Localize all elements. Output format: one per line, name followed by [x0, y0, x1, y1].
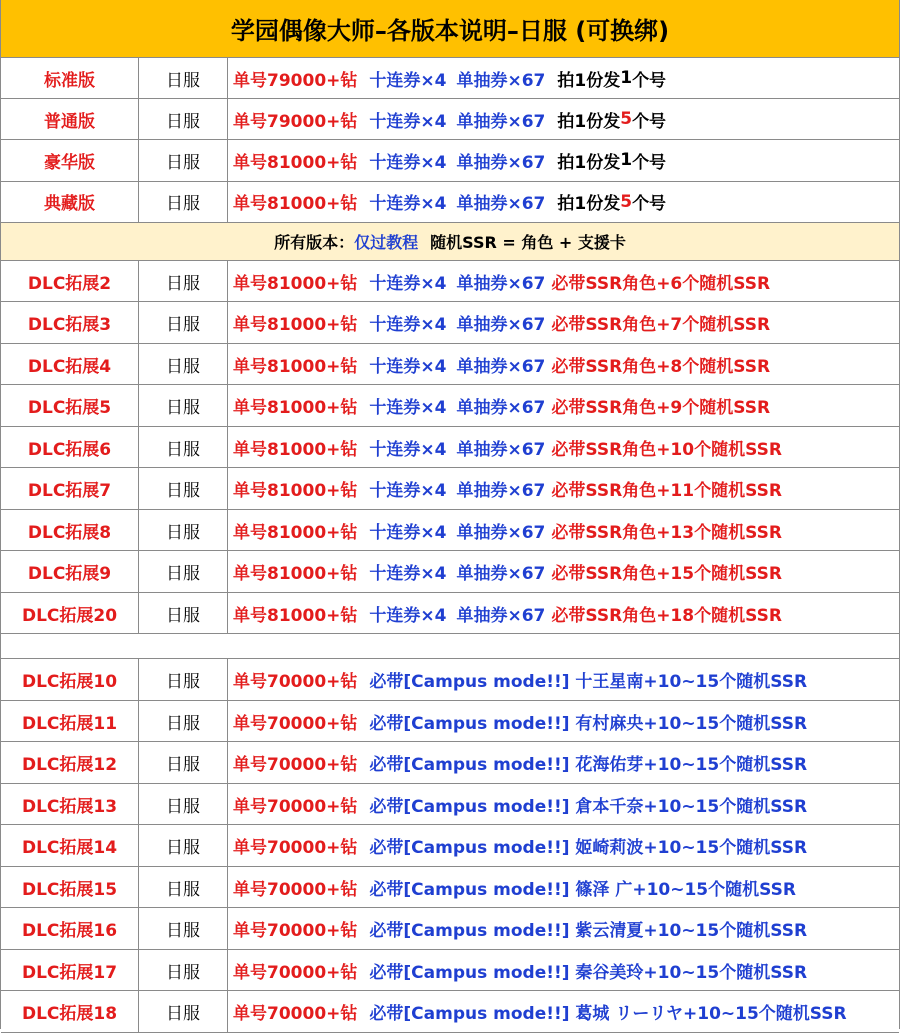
single-pull-ticket: 单抽券×67 — [456, 152, 546, 173]
guarantee-text: 必带SSR角色+15个随机SSR — [551, 564, 782, 584]
dlc-campus-versions — [1, 659, 899, 1033]
table-row — [1, 182, 899, 223]
dlc-ticket-versions — [1, 261, 899, 635]
table-row — [1, 908, 899, 950]
server-label: 日服 — [139, 58, 228, 98]
campus-detail: 必带[Campus mode!!] 倉本千奈+10~15个随机SSR — [369, 796, 808, 817]
server-label: 日服 — [139, 261, 228, 302]
table-row — [1, 99, 899, 140]
version-detail — [228, 701, 899, 742]
single-pull-ticket: 单抽券×67 — [456, 481, 546, 501]
version-name: DLC拓展18 — [1, 991, 139, 1032]
server-label: 日服 — [139, 427, 228, 468]
version-detail — [228, 427, 899, 468]
campus-detail: 必带[Campus mode!!] 葛城 リーリヤ+10~15个随机SSR — [369, 1004, 847, 1024]
note-prefix: 所有版本： — [274, 232, 355, 252]
price-text: 单号70000+钻 — [233, 755, 358, 775]
ten-pull-ticket: 十连券×4 — [369, 152, 447, 173]
price-text: 单号81000+钻 — [233, 152, 358, 173]
version-name: 典藏版 — [1, 182, 139, 222]
section-spacer — [1, 634, 899, 659]
table-row — [1, 58, 899, 99]
single-pull-ticket: 单抽券×67 — [456, 605, 546, 626]
single-pull-ticket: 单抽券×67 — [456, 564, 546, 584]
version-name: DLC拓展20 — [1, 593, 139, 634]
ship-count: 1 — [620, 68, 633, 89]
version-name: DLC拓展5 — [1, 385, 139, 426]
version-name: DLC拓展2 — [1, 261, 139, 302]
version-name: DLC拓展7 — [1, 468, 139, 509]
price-text: 单号81000+钻 — [233, 605, 358, 626]
ship-count: 1 — [620, 150, 633, 171]
version-detail — [228, 182, 899, 222]
ten-pull-ticket: 十连券×4 — [369, 70, 447, 91]
server-label: 日服 — [139, 593, 228, 634]
price-text: 单号81000+钻 — [233, 356, 358, 377]
version-detail — [228, 99, 899, 139]
single-pull-ticket: 单抽券×67 — [456, 273, 546, 294]
campus-detail: 必带[Campus mode!!] 十王星南+10~15个随机SSR — [369, 672, 808, 692]
campus-detail: 必带[Campus mode!!] 秦谷美玲+10~15个随机SSR — [369, 962, 808, 983]
campus-detail: 必带[Campus mode!!] 有村麻央+10~15个随机SSR — [369, 713, 808, 734]
price-text: 单号70000+钻 — [233, 796, 358, 817]
server-label: 日服 — [139, 991, 228, 1032]
server-label: 日服 — [139, 551, 228, 592]
server-label: 日服 — [139, 140, 228, 180]
note-suffix: 随机SSR = 角色 + 支援卡 — [430, 232, 626, 252]
version-detail — [228, 742, 899, 783]
page-title: 学园偶像大师–各版本说明–日服 (可换绑) — [1, 0, 899, 58]
guarantee-text: 必带SSR角色+18个随机SSR — [551, 605, 782, 626]
version-name: DLC拓展8 — [1, 510, 139, 551]
single-pull-ticket: 单抽券×67 — [456, 398, 546, 418]
price-text: 单号70000+钻 — [233, 921, 358, 941]
version-name: DLC拓展17 — [1, 950, 139, 991]
version-detail — [228, 140, 899, 180]
table-row — [1, 261, 899, 303]
table-row — [1, 867, 899, 909]
ship-text-pre: 拍1份发 — [557, 111, 621, 132]
table-row — [1, 742, 899, 784]
ten-pull-ticket: 十连券×4 — [369, 356, 447, 377]
version-name: DLC拓展3 — [1, 302, 139, 343]
version-detail — [228, 991, 899, 1032]
server-label: 日服 — [139, 908, 228, 949]
price-text: 单号79000+钻 — [233, 70, 358, 91]
version-detail — [228, 58, 899, 98]
server-label: 日服 — [139, 825, 228, 866]
single-pull-ticket: 单抽券×67 — [456, 522, 546, 543]
guarantee-text: 必带SSR角色+8个随机SSR — [551, 356, 771, 377]
ten-pull-ticket: 十连券×4 — [369, 522, 447, 543]
version-detail — [228, 659, 899, 700]
ship-text-post: 个号 — [632, 111, 667, 132]
server-label: 日服 — [139, 344, 228, 385]
table-row — [1, 140, 899, 181]
version-name: DLC拓展6 — [1, 427, 139, 468]
ten-pull-ticket: 十连券×4 — [369, 315, 447, 335]
standard-versions — [1, 58, 899, 223]
version-name: DLC拓展10 — [1, 659, 139, 700]
single-pull-ticket: 单抽券×67 — [456, 70, 546, 91]
table-row — [1, 950, 899, 992]
price-text: 单号70000+钻 — [233, 879, 358, 900]
price-text: 单号70000+钻 — [233, 672, 358, 692]
server-label: 日服 — [139, 385, 228, 426]
server-label: 日服 — [139, 950, 228, 991]
ship-count: 5 — [620, 191, 633, 212]
ship-text-post: 个号 — [632, 152, 667, 173]
version-detail — [228, 867, 899, 908]
version-name: 普通版 — [1, 99, 139, 139]
version-detail — [228, 302, 899, 343]
price-text: 单号81000+钻 — [233, 194, 358, 215]
guarantee-text: 必带SSR角色+6个随机SSR — [551, 273, 771, 294]
server-label: 日服 — [139, 510, 228, 551]
price-text: 单号79000+钻 — [233, 111, 358, 132]
version-detail — [228, 784, 899, 825]
version-detail — [228, 510, 899, 551]
ship-text-pre: 拍1份发 — [557, 152, 621, 173]
price-text: 单号81000+钻 — [233, 564, 358, 584]
version-name: DLC拓展13 — [1, 784, 139, 825]
price-text: 单号81000+钻 — [233, 273, 358, 294]
table-row — [1, 510, 899, 552]
version-name: DLC拓展16 — [1, 908, 139, 949]
guarantee-text: 必带SSR角色+9个随机SSR — [551, 398, 771, 418]
note-row — [1, 223, 899, 261]
campus-detail: 必带[Campus mode!!] 紫云清夏+10~15个随机SSR — [369, 921, 808, 941]
version-name: 标准版 — [1, 58, 139, 98]
price-text: 单号81000+钻 — [233, 398, 358, 418]
table-row — [1, 825, 899, 867]
table-row — [1, 784, 899, 826]
version-name: DLC拓展4 — [1, 344, 139, 385]
version-name: 豪华版 — [1, 140, 139, 180]
version-detail — [228, 551, 899, 592]
note-highlight: 仅过教程 — [354, 232, 419, 252]
server-label: 日服 — [139, 302, 228, 343]
table-row — [1, 659, 899, 701]
table-row — [1, 701, 899, 743]
price-text: 单号70000+钻 — [233, 962, 358, 983]
single-pull-ticket: 单抽券×67 — [456, 111, 546, 132]
ten-pull-ticket: 十连券×4 — [369, 605, 447, 626]
ten-pull-ticket: 十连券×4 — [369, 111, 447, 132]
version-detail — [228, 950, 899, 991]
version-detail — [228, 344, 899, 385]
table-row — [1, 427, 899, 469]
single-pull-ticket: 单抽券×67 — [456, 194, 546, 215]
campus-detail: 必带[Campus mode!!] 篠泽 广+10~15个随机SSR — [369, 879, 796, 900]
server-label: 日服 — [139, 701, 228, 742]
table-row — [1, 344, 899, 386]
table-row — [1, 551, 899, 593]
campus-detail: 必带[Campus mode!!] 花海佑芽+10~15个随机SSR — [369, 755, 808, 775]
version-name: DLC拓展9 — [1, 551, 139, 592]
server-label: 日服 — [139, 182, 228, 222]
version-name: DLC拓展14 — [1, 825, 139, 866]
ten-pull-ticket: 十连券×4 — [369, 481, 447, 501]
price-text: 单号70000+钻 — [233, 838, 358, 858]
server-label: 日服 — [139, 742, 228, 783]
price-text: 单号81000+钻 — [233, 315, 358, 335]
campus-detail: 必带[Campus mode!!] 姬崎莉波+10~15个随机SSR — [369, 838, 808, 858]
version-detail — [228, 385, 899, 426]
single-pull-ticket: 单抽券×67 — [456, 439, 546, 460]
table-row — [1, 468, 899, 510]
single-pull-ticket: 单抽券×67 — [456, 356, 546, 377]
price-text: 单号70000+钻 — [233, 713, 358, 734]
table-row — [1, 991, 899, 1033]
ten-pull-ticket: 十连券×4 — [369, 273, 447, 294]
ten-pull-ticket: 十连券×4 — [369, 564, 447, 584]
guarantee-text: 必带SSR角色+10个随机SSR — [551, 439, 782, 460]
price-text: 单号81000+钻 — [233, 481, 358, 501]
price-text: 单号70000+钻 — [233, 1004, 358, 1024]
price-text: 单号81000+钻 — [233, 439, 358, 460]
version-name: DLC拓展11 — [1, 701, 139, 742]
version-detail — [228, 825, 899, 866]
single-pull-ticket: 单抽券×67 — [456, 315, 546, 335]
version-name: DLC拓展15 — [1, 867, 139, 908]
guarantee-text: 必带SSR角色+7个随机SSR — [551, 315, 771, 335]
table-row — [1, 385, 899, 427]
version-name: DLC拓展12 — [1, 742, 139, 783]
ship-text-pre: 拍1份发 — [557, 70, 621, 91]
server-label: 日服 — [139, 784, 228, 825]
server-label: 日服 — [139, 867, 228, 908]
version-detail — [228, 261, 899, 302]
ship-text-post: 个号 — [632, 70, 667, 91]
ship-text-pre: 拍1份发 — [557, 194, 621, 215]
server-label: 日服 — [139, 659, 228, 700]
price-text: 单号81000+钻 — [233, 522, 358, 543]
ship-count: 5 — [620, 109, 633, 130]
version-detail — [228, 593, 899, 634]
table-row — [1, 302, 899, 344]
guarantee-text: 必带SSR角色+13个随机SSR — [551, 522, 782, 543]
server-label: 日服 — [139, 99, 228, 139]
guarantee-text: 必带SSR角色+11个随机SSR — [551, 481, 782, 501]
ten-pull-ticket: 十连券×4 — [369, 194, 447, 215]
version-detail — [228, 468, 899, 509]
ten-pull-ticket: 十连券×4 — [369, 398, 447, 418]
ten-pull-ticket: 十连券×4 — [369, 439, 447, 460]
table-row — [1, 593, 899, 635]
version-detail — [228, 908, 899, 949]
ship-text-post: 个号 — [632, 194, 667, 215]
server-label: 日服 — [139, 468, 228, 509]
